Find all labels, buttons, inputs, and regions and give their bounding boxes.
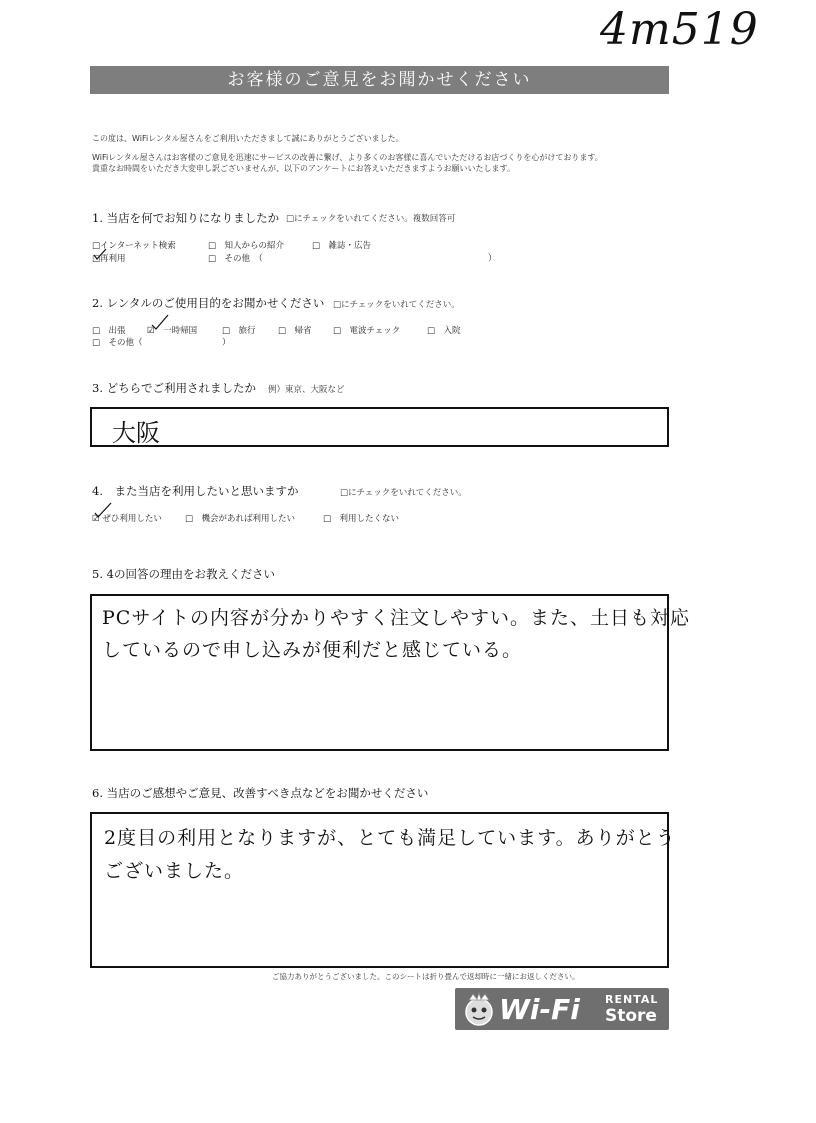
q6-answer-line-2: ございました。 [104, 860, 245, 882]
q2-option-business[interactable]: □ 出張 [92, 326, 126, 336]
q3-answer: 大阪 [112, 419, 160, 447]
q2-option-hospital[interactable]: □ 入院 [427, 326, 461, 336]
logo-main-text: Wi-Fi [499, 993, 580, 1026]
intro-line-2: WiFiレンタル屋さんはお客様のご意見を迅速にサービスの改善に繋げ、より多くのお客様に喜んでいただけるお店づくりを心がけております。 [92, 153, 603, 162]
q4-option-definitely[interactable]: ☑ ぜひ利用したい [92, 514, 162, 524]
q2-note: □にチェックをいれてください。 [333, 300, 460, 310]
q4-option-if-chance[interactable]: □ 機会があれば利用したい [185, 514, 296, 524]
footer-note: ご協力ありがとうございました。このシートは折り畳んで返却時に一緒にお返しください。 [272, 972, 580, 981]
q2-option-signal-check[interactable]: □ 電波チェック [333, 326, 401, 336]
q2-option-return-home[interactable]: □ 帰省 [278, 326, 312, 336]
q1-option-reuse[interactable]: □再利用 [92, 254, 126, 264]
handwritten-id: 4m519 [600, 4, 759, 55]
q1-reuse-checkmark [93, 248, 107, 260]
q2-option-homecoming[interactable]: ☑ 一時帰国 [147, 326, 198, 336]
q2-label: 2. レンタルのご使用目的をお聞かせください [92, 296, 325, 310]
q1-option-internet[interactable]: □インターネット検索 [92, 241, 176, 251]
q4-option-no[interactable]: □ 利用したくない [323, 514, 400, 524]
q4-label: 4. また当店を利用したいと思いますか [92, 484, 299, 498]
q6-label: 6. 当店のご感想やご意見、改善すべき点などをお聞かせください [92, 786, 429, 800]
q1-note: □にチェックをいれてください。複数回答可 [286, 214, 456, 224]
q6-answer-line-1: 2度目の利用となりますが、とても満足しています。ありがとう [104, 827, 676, 849]
q4-definitely-checkmark [93, 502, 113, 520]
q1-option-friend[interactable]: □ 知人からの紹介 [208, 241, 285, 251]
mascot-icon [461, 991, 497, 1027]
q3-answer-box[interactable] [90, 407, 669, 447]
q1-label: 1. 当店を何でお知りになりましたか [92, 211, 280, 225]
q1-option-other[interactable]: □ その他 （ [208, 254, 263, 264]
q5-label: 5. 4の回答の理由をお教えください [92, 567, 275, 581]
logo-store-text: Store [605, 1006, 657, 1026]
q1-option-other-close: ） [488, 254, 497, 264]
q2-homecoming-checkmark [150, 313, 170, 331]
wifi-rental-store-logo [455, 988, 669, 1030]
intro-line-3: 貴重なお時間をいただき大変申し訳ございませんが、以下のアンケートにお答えいただきますようお願いいたします。 [92, 164, 515, 173]
page-title: お客様のご意見をお聞かせください [90, 66, 669, 94]
q3-label: 3. どちらでご利用されましたか [92, 381, 257, 395]
q5-answer-line-1: PCサイトの内容が分かりやすく注文しやすい。また、土日も対応 [102, 607, 690, 629]
q3-example: 例）東京、大阪など [268, 385, 345, 395]
q2-option-other[interactable]: □ その他（ [92, 338, 143, 348]
logo-rental-text: RENTAL [605, 993, 659, 1006]
intro-line-1: この度は、WiFiレンタル屋さんをご利用いただきまして誠にありがとうございました。 [92, 134, 404, 143]
q2-option-other-close: ） [222, 338, 231, 348]
q5-answer-line-2: しているので申し込みが便利だと感じている。 [102, 639, 523, 661]
q4-note: □にチェックをいれてください。 [340, 488, 467, 498]
q2-option-travel[interactable]: □ 旅行 [222, 326, 256, 336]
q1-option-magazine[interactable]: □ 雑誌・広告 [312, 241, 372, 251]
